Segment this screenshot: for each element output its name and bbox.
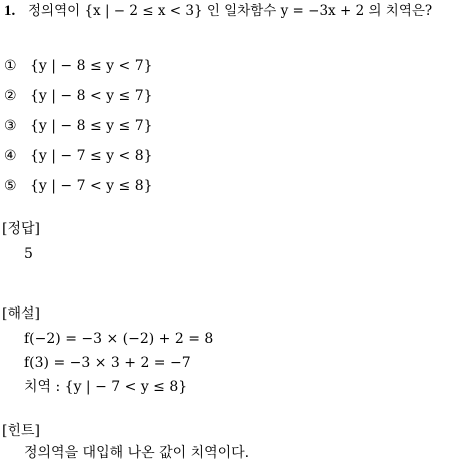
choice-2[interactable] <box>4 89 153 103</box>
answer-label: [정답] <box>2 221 40 237</box>
choice-marker: ③ <box>4 118 17 134</box>
choice-3[interactable] <box>4 119 153 133</box>
hint-label: [힌트] <box>2 423 40 439</box>
choice-marker: ⑤ <box>4 178 17 194</box>
choice-text: {y | − 8 ≤ y ≤ 7} <box>30 118 153 134</box>
question-text: 정의역이 {x | − 2 ≤ x < 3} 인 일차함수 y = −3x + 2 의 치역은? <box>28 3 433 19</box>
choice-marker: ④ <box>4 148 17 164</box>
question-number: 1. <box>4 3 16 19</box>
choice-5[interactable] <box>4 179 153 193</box>
solution-line-2: f(3) = −3 × 3 + 2 = −7 <box>24 355 191 371</box>
choice-1[interactable] <box>4 59 153 73</box>
choice-text: {y | − 7 ≤ y < 8} <box>30 148 153 164</box>
choice-text: {y | − 8 < y ≤ 7} <box>30 88 153 104</box>
choice-marker: ② <box>4 88 17 104</box>
choice-marker: ① <box>4 58 17 74</box>
choice-text: {y | − 7 < y ≤ 8} <box>30 178 153 194</box>
answer-value: 5 <box>24 246 33 262</box>
solution-line-1: f(−2) = −3 × (−2) + 2 = 8 <box>24 331 214 347</box>
choice-text: {y | − 8 ≤ y < 7} <box>30 58 153 74</box>
solution-label: [해설] <box>2 306 40 322</box>
solution-line-3: 치역 : {y | − 7 < y ≤ 8} <box>24 379 188 395</box>
choice-4[interactable] <box>4 149 153 163</box>
hint-text: 정의역을 대입해 나온 값이 치역이다. <box>24 445 250 461</box>
